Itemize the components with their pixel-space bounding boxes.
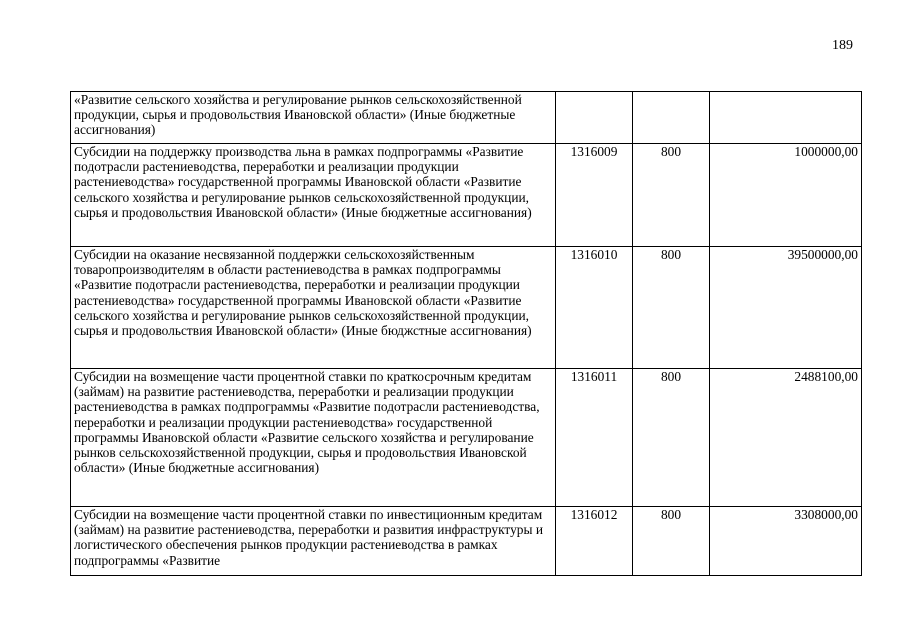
row-amount-cell: 2488100,00 [710, 369, 862, 507]
row-type-cell: 800 [633, 247, 710, 369]
row-name: Субсидии на поддержку производства льна в рамках подпрограммы «Развитие подотрасли растениеводства, переработки и реализации продукции растениеводства» государственной программы Ивановской области «Развитие сельского хозяйства и регулирование рынков сельскохозяйственной продукции, сырья и продовольствия Ивановской области» (Иные бюджетные ассигнования) [74, 144, 532, 220]
table-row [71, 369, 862, 507]
row-name: Субсидии на оказание несвязанной поддержки сельскохозяйственным товаропроизводителям в области растениеводства в рамках подпрограммы «Развитие подотрасли растениеводства, переработки и реализации продукции растениеводства» государственной программы Ивановской области «Развитие сельского хозяйства и регулирование рынков сельскохозяйственной продукции, сырья и продовольствия Ивановской области» (Иные бюджстные ассигнования) [74, 247, 532, 339]
table-row [71, 144, 862, 247]
table-row [71, 507, 862, 576]
table-row [71, 247, 862, 369]
row-name-cell [71, 92, 556, 144]
row-amount-cell [710, 92, 862, 144]
row-amount-cell: 39500000,00 [710, 247, 862, 369]
row-amount-cell: 1000000,00 [710, 144, 862, 247]
row-name-cell [71, 507, 556, 576]
row-type-cell: 800 [633, 369, 710, 507]
row-name-cell [71, 369, 556, 507]
budget-table [70, 91, 862, 576]
page-number: 189 [832, 38, 853, 53]
row-type-cell [633, 92, 710, 144]
row-name: Субсидии на возмещение части процентной ставки по инвестиционным кредитам (займам) на развитие растениеводства, переработки и развития инфраструктуры и логистического обеспечения рынков продукции растениеводства в рамках подпрограммы «Развитие [74, 507, 544, 568]
row-name: «Развитие сельского хозяйства и регулирование рынков сельскохозяйственной продукции, сырья и продовольствия Ивановской области» (Иные бюджетные ассигнования) [74, 92, 522, 138]
row-type-cell: 800 [633, 507, 710, 576]
row-code-cell: 1316009 [556, 144, 633, 247]
row-name: Субсидии на возмещение части процентной ставки по краткосрочным кредитам (займам) на развитие растениеводства, переработки и реализации продукции растениеводства в рамках подпрограммы «Развитие подотрасли растениеводства, переработки и реализации продукции растениеводства» государственной программы Ивановской области «Развитие сельского хозяйства и регулирование рынков сельскохозяйственной продукции, сырья и продовольствия Ивановской области» (Иные бюджетные ассигнования) [74, 369, 540, 476]
row-name-cell [71, 247, 556, 369]
row-name-cell [71, 144, 556, 247]
table-row [71, 92, 862, 144]
row-code-cell [556, 92, 633, 144]
row-code-cell: 1316011 [556, 369, 633, 507]
row-code-cell: 1316010 [556, 247, 633, 369]
row-type-cell: 800 [633, 144, 710, 247]
row-amount-cell: 3308000,00 [710, 507, 862, 576]
row-code-cell: 1316012 [556, 507, 633, 576]
